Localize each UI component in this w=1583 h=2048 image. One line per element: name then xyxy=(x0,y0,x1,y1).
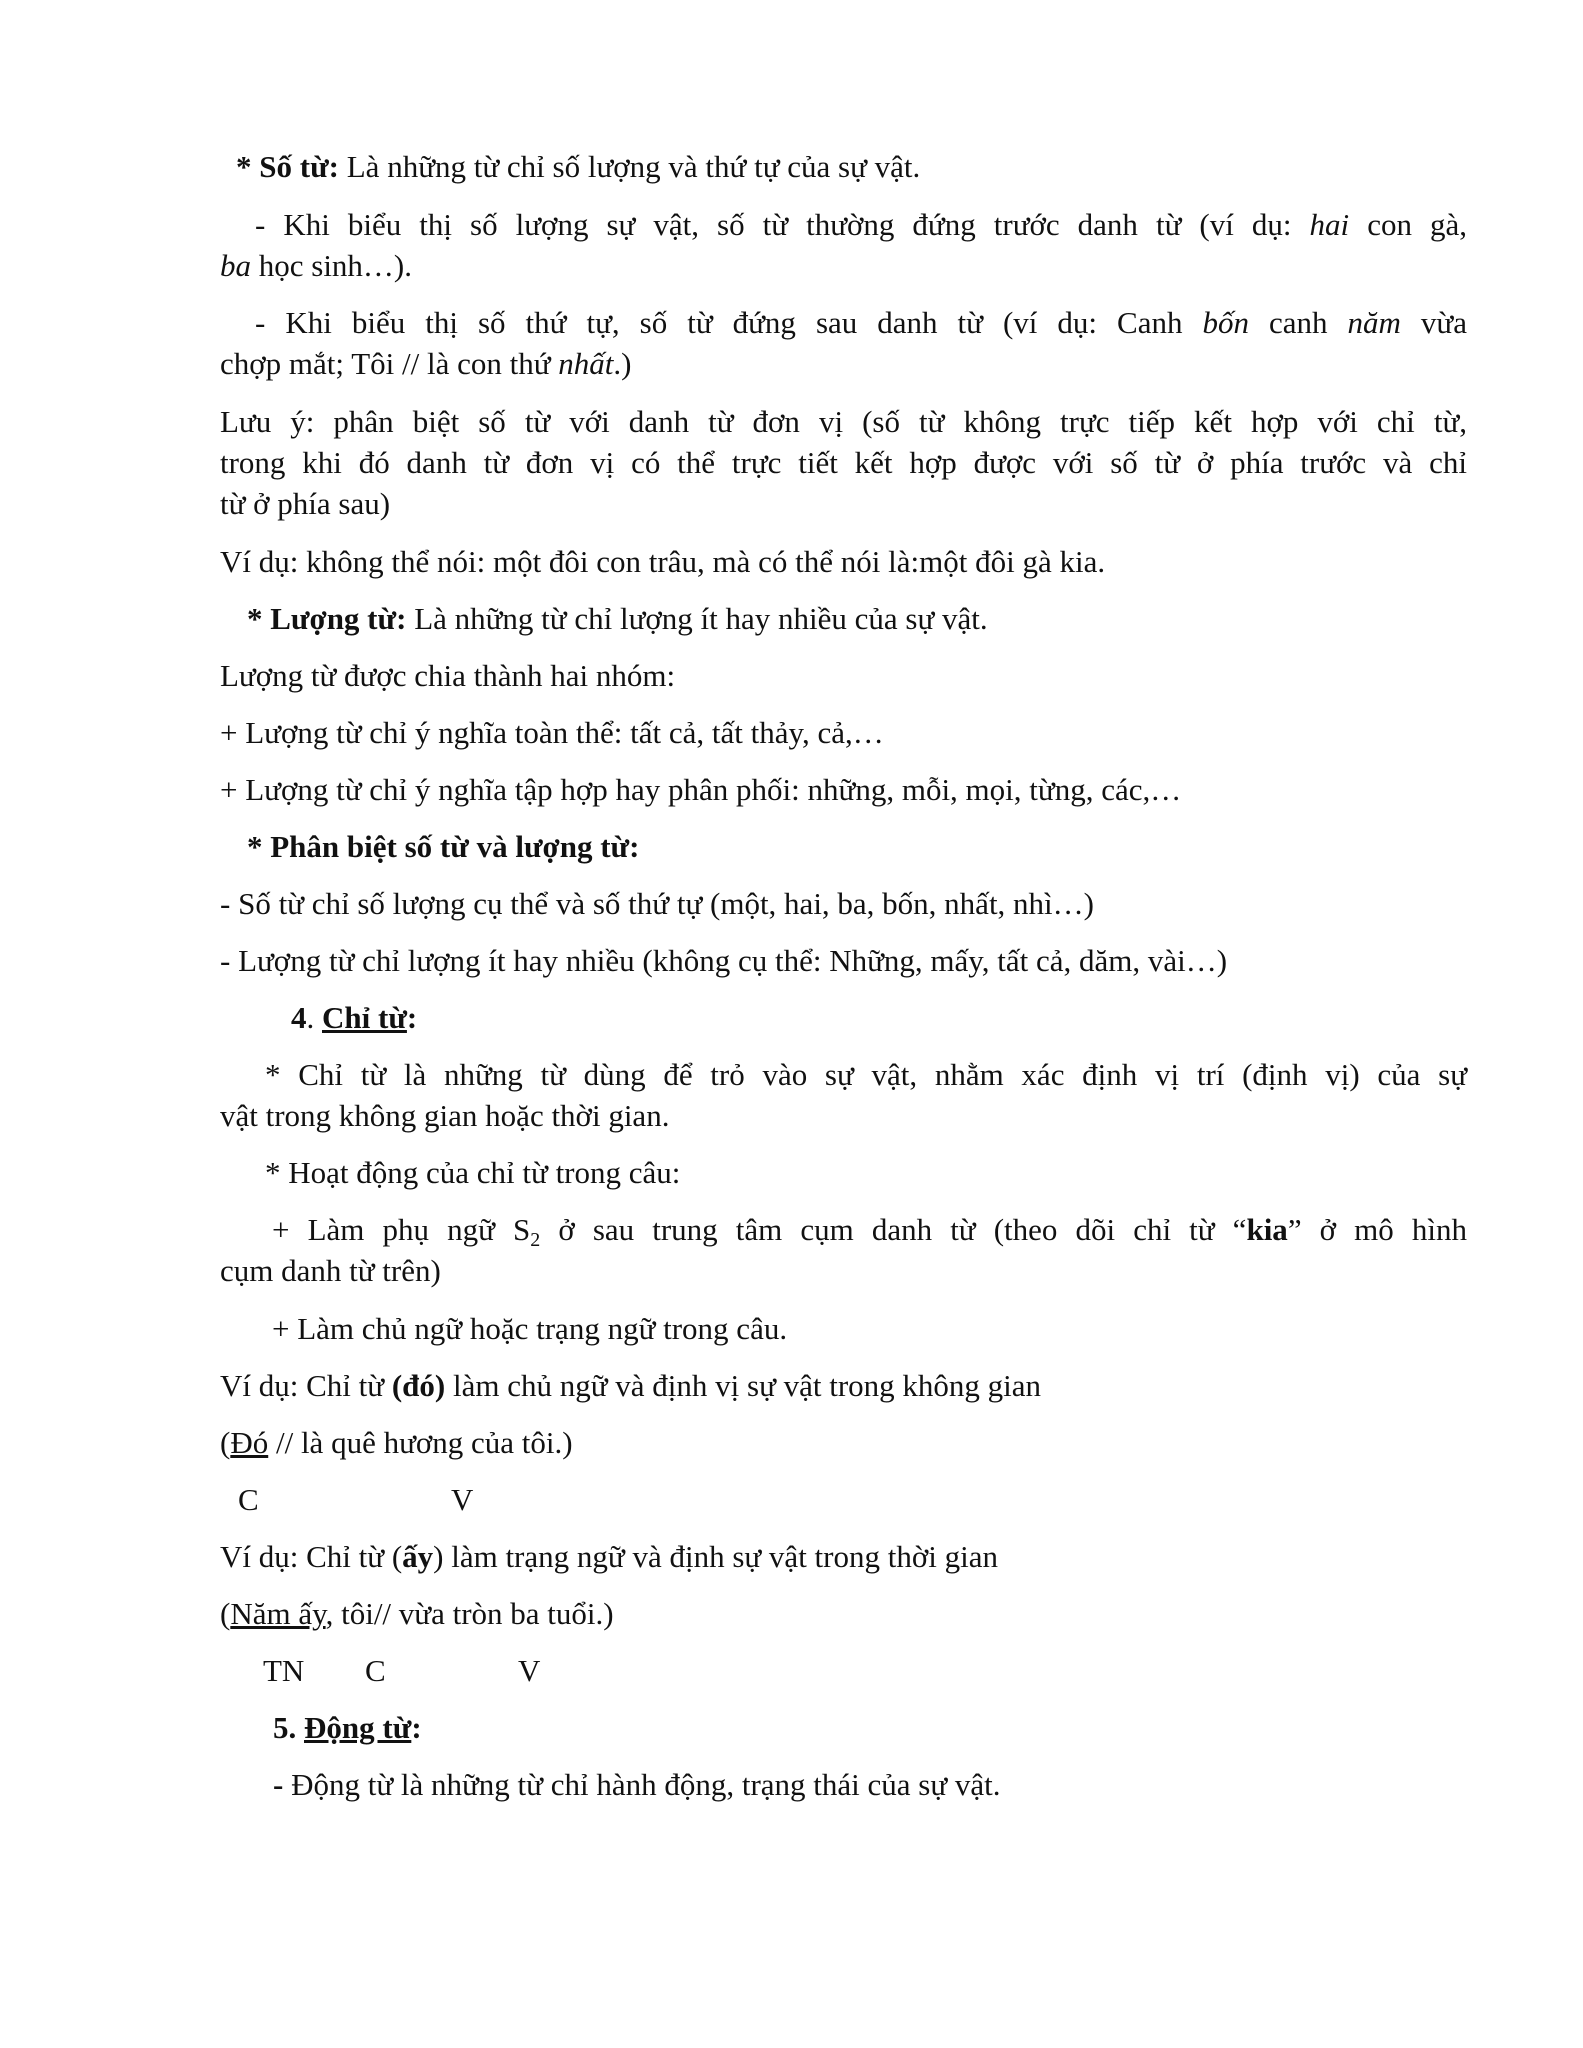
chi-tu-example-2-sentence: (Năm ấy, tôi// vừa tròn ba tuổi.) xyxy=(220,1596,614,1631)
chi-tu-example-1-c: C xyxy=(238,1482,259,1517)
note-line-2: trong khi đó danh từ đơn vị có thể trực tiết kết hợp được với số từ ở phía trước và chỉ xyxy=(220,445,1467,480)
chi-tu-example-1: Ví dụ: Chỉ từ (đó) làm chủ ngữ và định vị sự vật trong không gian xyxy=(220,1368,1042,1403)
chi-tu-example-2: Ví dụ: Chỉ từ (ấy) làm trạng ngữ và định sự vật trong thời gian xyxy=(220,1539,998,1574)
so-tu-paragraph-1: - Khi biểu thị số lượng sự vật, số từ thường đứng trước danh từ (ví dụ: hai con gà, xyxy=(255,207,1467,242)
dong-tu-heading: 5. Động từ: xyxy=(273,1710,422,1745)
so-tu-label: * Số từ: xyxy=(236,149,339,184)
so-tu-paragraph-1-cont: ba học sinh…). xyxy=(220,248,413,283)
luong-tu-label: * Lượng từ: xyxy=(247,601,407,636)
chi-tu-example-2-v: V xyxy=(518,1653,541,1688)
chi-tu-heading: 4. Chỉ từ: xyxy=(291,1000,418,1035)
chi-tu-example-1-sentence: (Đó // là quê hương của tôi.) xyxy=(220,1425,573,1460)
so-tu-heading: * Số từ: Là những từ chỉ số lượng và thứ tự của sự vật. xyxy=(236,149,921,184)
dong-tu-title: Động từ xyxy=(304,1710,412,1745)
so-tu-example: Ví dụ: không thể nói: một đôi con trâu, mà có thể nói là:một đôi gà kia. xyxy=(220,544,1106,579)
chi-tu-definition-cont: vật trong không gian hoặc thời gian. xyxy=(220,1098,670,1133)
so-tu-paragraph-2: - Khi biểu thị số thứ tự, số từ đứng sau danh từ (ví dụ: Canh bốn canh năm vừa xyxy=(255,305,1467,340)
luong-tu-group-1: + Lượng từ chỉ ý nghĩa toàn thể: tất cả, tất thảy, cả,… xyxy=(220,715,884,750)
luong-tu-groups: Lượng từ được chia thành hai nhóm: xyxy=(220,658,676,693)
chi-tu-role-1-cont: cụm danh từ trên) xyxy=(220,1253,441,1288)
note-line-3: từ ở phía sau) xyxy=(220,486,391,521)
chi-tu-activity-heading: * Hoạt động của chỉ từ trong câu: xyxy=(265,1155,681,1190)
note-line-1: Lưu ý: phân biệt số từ với danh từ đơn vị (số từ không trực tiếp kết hợp với chỉ từ, xyxy=(220,404,1467,439)
chi-tu-example-1-v: V xyxy=(451,1482,474,1517)
phan-biet-heading: * Phân biệt số từ và lượng từ: xyxy=(247,829,640,864)
chi-tu-role-2: + Làm chủ ngữ hoặc trạng ngữ trong câu. xyxy=(272,1311,788,1346)
chi-tu-example-2-c: C xyxy=(365,1653,386,1688)
chi-tu-example-2-tn: TN xyxy=(263,1653,305,1688)
phan-biet-line-1: - Số từ chỉ số lượng cụ thể và số thứ tự (một, hai, ba, bốn, nhất, nhì…) xyxy=(220,886,1094,921)
chi-tu-title: Chỉ từ xyxy=(322,1000,407,1035)
luong-tu-group-2: + Lượng từ chỉ ý nghĩa tập hợp hay phân phối: những, mỗi, mọi, từng, các,… xyxy=(220,772,1182,807)
chi-tu-definition: * Chỉ từ là những từ dùng để trỏ vào sự vật, nhằm xác định vị trí (định vị) của sự xyxy=(265,1057,1467,1092)
chi-tu-role-1: + Làm phụ ngữ $S_2$ ở sau trung tâm cụm danh từ (theo dõi chỉ từ “kia” ở mô hình xyxy=(272,1212,1467,1251)
so-tu-paragraph-2-cont: chợp mắt; Tôi // là con thứ nhất.) xyxy=(220,346,632,381)
phan-biet-line-2: - Lượng từ chỉ lượng ít hay nhiều (không cụ thể: Những, mấy, tất cả, dăm, vài…) xyxy=(220,943,1228,978)
luong-tu-heading: * Lượng từ: Là những từ chỉ lượng ít hay nhiều của sự vật. xyxy=(247,601,988,636)
dong-tu-definition: - Động từ là những từ chỉ hành động, trạng thái của sự vật. xyxy=(273,1767,1001,1802)
